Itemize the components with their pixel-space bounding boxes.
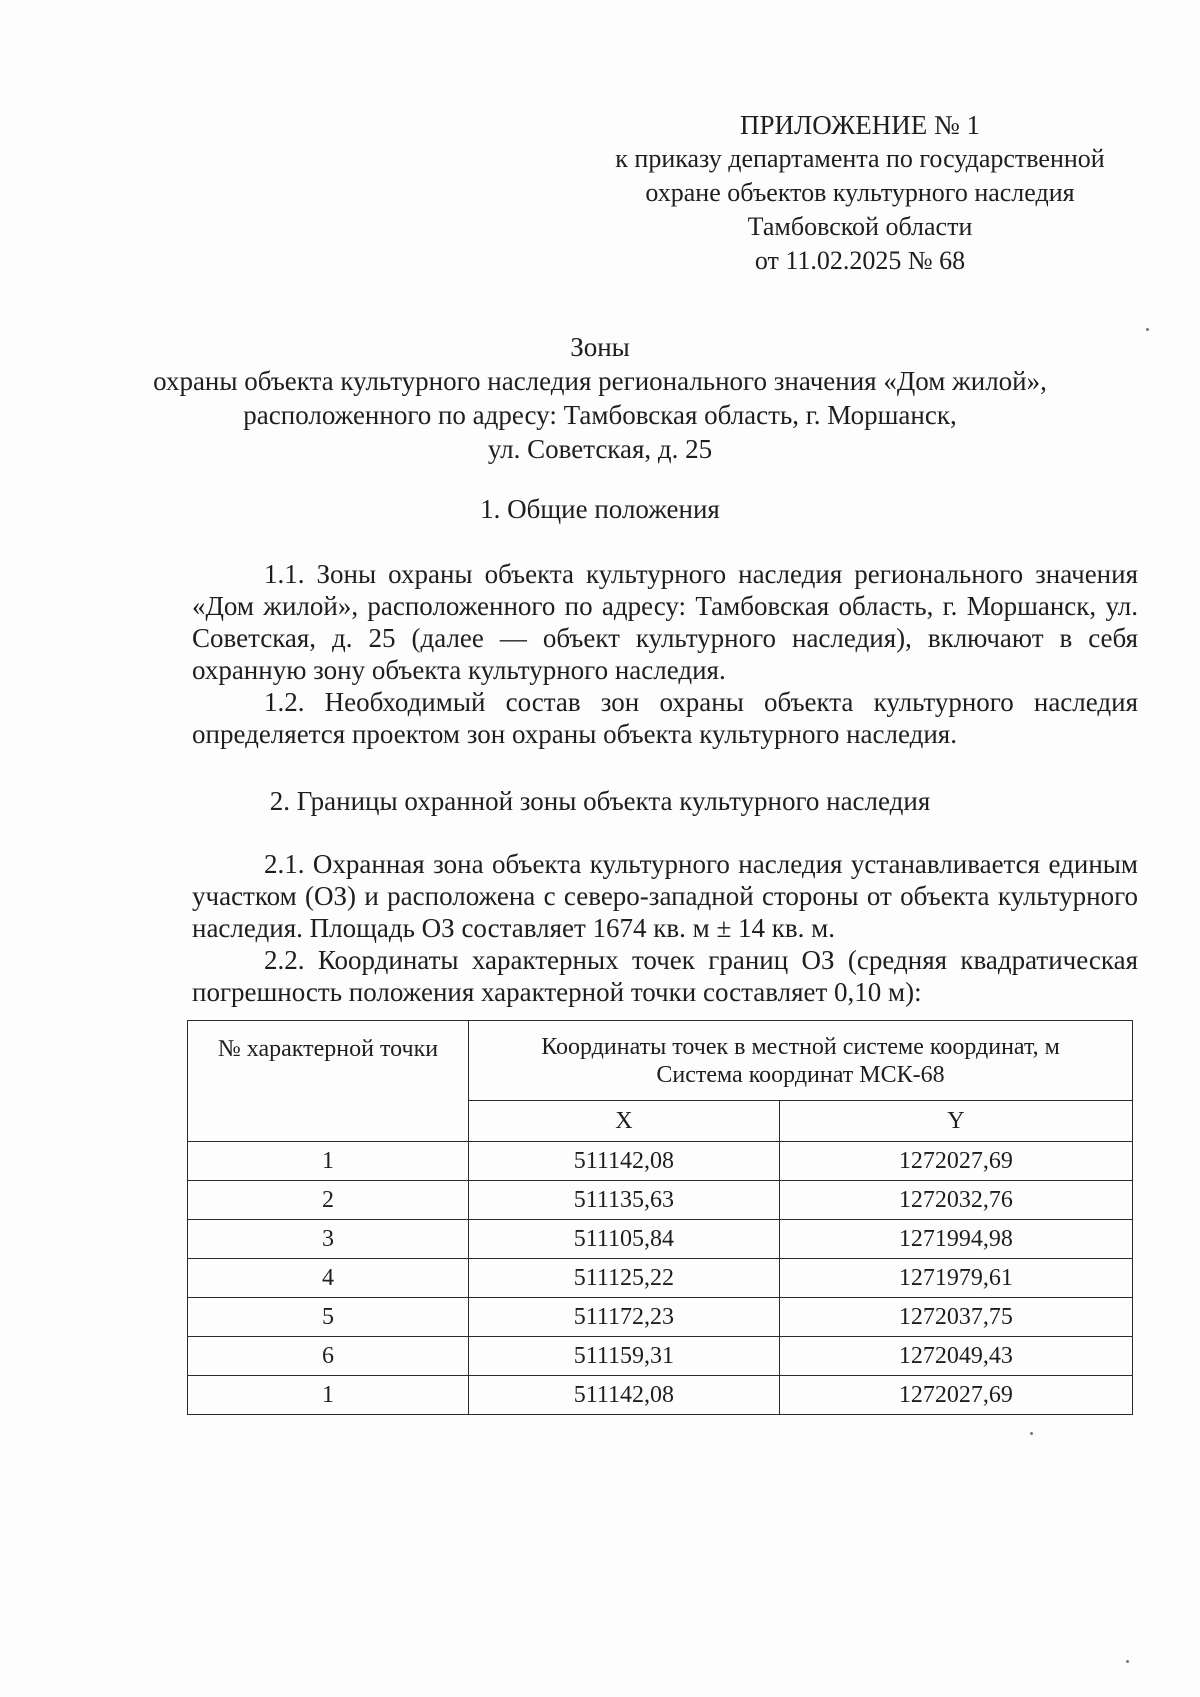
table-row — [188, 1298, 1133, 1337]
table-row — [188, 1376, 1133, 1415]
cell-point: 4 — [188, 1259, 469, 1298]
scan-speck — [1126, 1660, 1129, 1663]
table-row — [188, 1181, 1133, 1220]
header-point-number: № характерной точки — [188, 1021, 469, 1142]
header-y: Y — [779, 1101, 1132, 1142]
appendix-header — [590, 108, 1130, 278]
table-header-row — [188, 1021, 1133, 1101]
paragraph-2-2: 2.2. Координаты характерных точек границ ОЗ (средняя квадратическая погрешность положения характерной точки составляет 0,10 м): — [192, 945, 1138, 1007]
document-title — [150, 330, 1050, 466]
cell-x: 511125,22 — [469, 1259, 780, 1298]
cell-x: 511105,84 — [469, 1220, 780, 1259]
appendix-line: охране объектов культурного наследия — [645, 178, 1075, 207]
cell-x: 511159,31 — [469, 1337, 780, 1376]
title-line: расположенного по адресу: Тамбовская область, г. Моршанск, — [243, 400, 957, 430]
table-row — [188, 1142, 1133, 1181]
cell-point: 3 — [188, 1220, 469, 1259]
appendix-date: от 11.02.2025 № 68 — [754, 246, 966, 275]
cell-point: 5 — [188, 1298, 469, 1337]
cell-y: 1272049,43 — [779, 1337, 1132, 1376]
header-coordinates-line1: Координаты точек в местной системе координат, м — [541, 1034, 1060, 1060]
header-coordinates-line2: Система координат МСК-68 — [656, 1062, 945, 1088]
paragraph-1-2: 1.2. Необходимый состав зон охраны объекта культурного наследия определяется проектом зон охраны объекта культурного наследия. — [192, 687, 1138, 749]
cell-x: 511172,23 — [469, 1298, 780, 1337]
cell-point: 1 — [188, 1376, 469, 1415]
header-coordinates — [469, 1021, 1133, 1101]
title-line: охраны объекта культурного наследия регионального значения «Дом жилой», — [153, 366, 1047, 396]
table-row — [188, 1259, 1133, 1298]
cell-point: 6 — [188, 1337, 469, 1376]
coordinates-table — [187, 1020, 1133, 1415]
header-x: X — [469, 1101, 780, 1142]
scan-speck — [1030, 1432, 1033, 1435]
section-2-heading: 2. Границы охранной зоны объекта культурного наследия — [269, 786, 931, 816]
section-1-heading: 1. Общие положения — [480, 494, 720, 524]
cell-y: 1272032,76 — [779, 1181, 1132, 1220]
cell-y: 1272027,69 — [779, 1376, 1132, 1415]
title-line: Зоны — [570, 332, 630, 362]
appendix-line: Тамбовской области — [747, 212, 973, 241]
cell-x: 511135,63 — [469, 1181, 780, 1220]
appendix-line: к приказу департамента по государственной — [615, 144, 1105, 173]
cell-x: 511142,08 — [469, 1376, 780, 1415]
cell-x: 511142,08 — [469, 1142, 780, 1181]
scan-speck — [1146, 328, 1149, 331]
cell-y: 1271979,61 — [779, 1259, 1132, 1298]
cell-point: 2 — [188, 1181, 469, 1220]
cell-y: 1272037,75 — [779, 1298, 1132, 1337]
appendix-title: ПРИЛОЖЕНИЕ № 1 — [739, 110, 981, 140]
paragraph-2-1: 2.1. Охранная зона объекта культурного наследия устанавливается единым участком (ОЗ) и расположена с северо-западной стороны от объекта культурного наследия. Площадь ОЗ составляет 1674 кв. м ± 14 кв. м. — [192, 849, 1138, 943]
table-row — [188, 1337, 1133, 1376]
title-line: ул. Советская, д. 25 — [487, 434, 713, 464]
table-row — [188, 1220, 1133, 1259]
cell-point: 1 — [188, 1142, 469, 1181]
cell-y: 1272027,69 — [779, 1142, 1132, 1181]
cell-y: 1271994,98 — [779, 1220, 1132, 1259]
paragraph-1-1: 1.1. Зоны охраны объекта культурного наследия регионального значения «Дом жилой», расположенного по адресу: Тамбовская область, г. Моршанск, ул. Советская, д. 25 (далее — объект культурного наследия), включают в себя охранную зону объекта культурного наследия. — [192, 559, 1138, 685]
